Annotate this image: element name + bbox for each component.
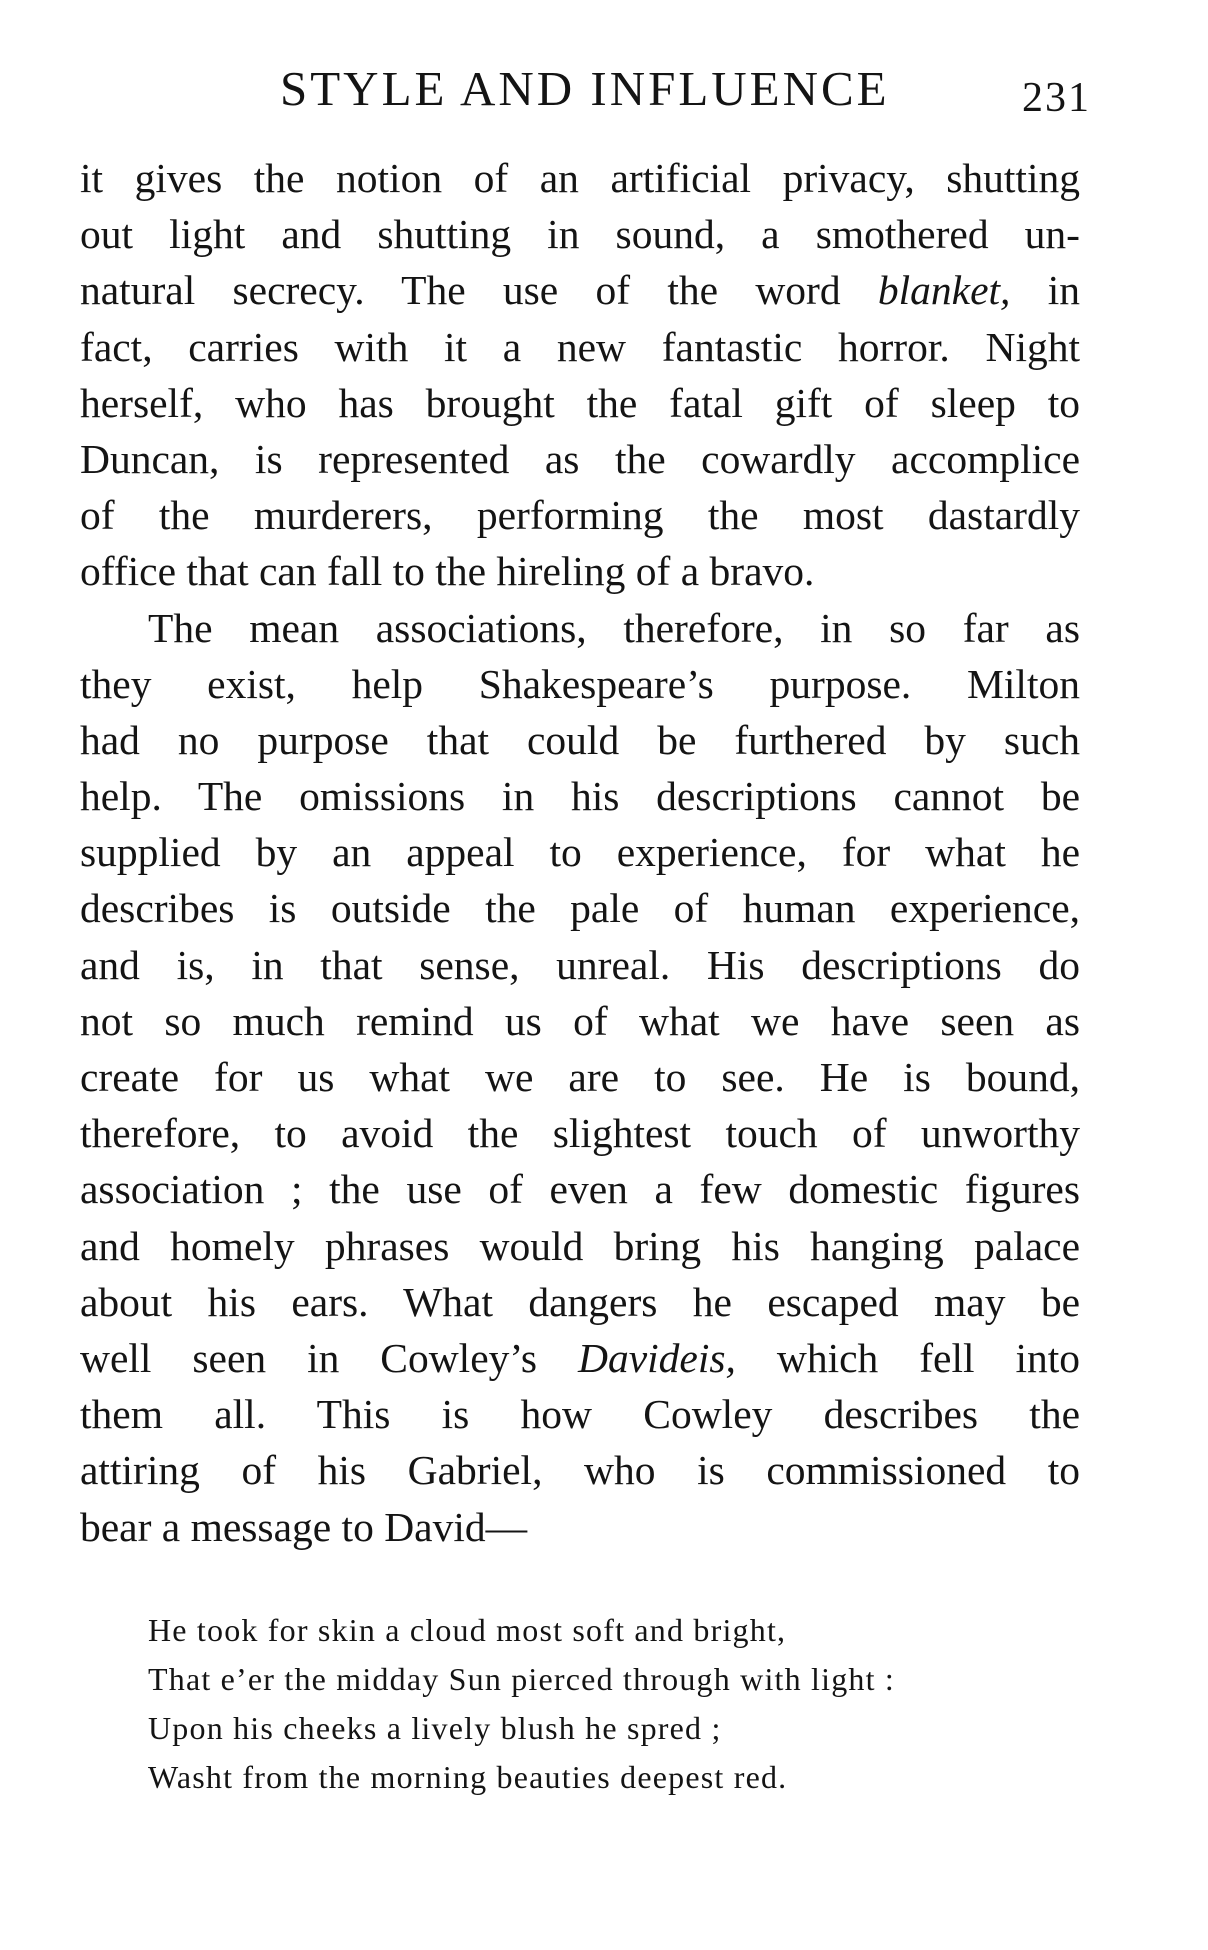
text-segment: association ; the use of even a few domestic figures	[80, 1166, 1080, 1213]
text-line	[80, 712, 1080, 768]
text-segment: had no purpose that could be furthered by such	[80, 716, 1080, 763]
text-line	[80, 1274, 1080, 1330]
text-line	[80, 319, 1080, 375]
running-head	[0, 60, 1208, 120]
verse-line: Upon his cheeks a lively blush he spred ;	[148, 1710, 722, 1746]
text-segment: fact, carries with it a new fantastic horror. Night	[80, 323, 1080, 370]
text-segment: of the murderers, performing the most dastardly	[80, 492, 1080, 539]
text-line	[80, 150, 1080, 206]
text-segment: create for us what we are to see. He is bound,	[80, 1054, 1080, 1100]
running-title: STYLE AND INFLUENCE	[280, 61, 890, 116]
text-line	[80, 768, 1080, 824]
text-segment: they exist, help Shakespeare’s purpose. Milton	[80, 660, 1080, 707]
text-line	[80, 1049, 1080, 1105]
text-line	[80, 1386, 1080, 1442]
text-line	[80, 487, 1080, 543]
text-segment: help. The omissions in his descriptions cannot be	[80, 773, 1080, 820]
verse-line: He took for skin a cloud most soft and bright,	[148, 1612, 787, 1648]
text-line	[80, 543, 1080, 599]
text-segment: not so much remind us of what we have seen as	[80, 997, 1080, 1044]
text-line	[80, 1161, 1080, 1217]
verse-line: That e’er the midday Sun pierced through with light :	[148, 1661, 895, 1697]
text-segment: out light and shutting in sound, a smothered un-	[80, 211, 1080, 258]
text-line	[80, 1442, 1080, 1498]
text-line	[80, 656, 1080, 712]
text-line	[80, 1499, 1080, 1555]
text-segment: and is, in that sense, unreal. His descriptions do	[80, 941, 1080, 988]
text-line	[80, 993, 1080, 1049]
text-line	[80, 1218, 1080, 1274]
text-segment: herself, who has brought the fatal gift of sleep to	[80, 379, 1080, 426]
italic-title: Davideis,	[578, 1334, 736, 1381]
verse-quotation	[148, 1606, 1048, 1802]
text-line	[80, 206, 1080, 262]
text-segment: office that can fall to the hireling of a bravo.	[80, 548, 815, 595]
text-segment: supplied by an appeal to experience, for what he	[80, 829, 1080, 876]
text-segment: them all. This is how Cowley describes the	[80, 1391, 1080, 1438]
paragraph	[80, 150, 1080, 600]
text-segment: bear a message to David—	[80, 1503, 528, 1550]
text-line	[80, 262, 1080, 318]
text-line	[80, 431, 1080, 487]
text-line	[80, 937, 1080, 993]
text-segment: The mean associations, therefore, in so far as	[148, 604, 1080, 651]
text-segment: Duncan, is represented as the cowardly accomplice	[80, 435, 1080, 482]
text-segment: in	[1010, 267, 1080, 314]
body-text	[80, 150, 1080, 1555]
paragraph	[80, 600, 1080, 1555]
text-line	[80, 1105, 1080, 1161]
text-line	[80, 600, 1080, 656]
verse-line: Washt from the morning beauties deepest red.	[148, 1759, 788, 1795]
text-segment: attiring of his Gabriel, who is commissioned to	[80, 1447, 1080, 1494]
text-segment: it gives the notion of an artificial privacy, shutting	[80, 155, 1080, 201]
text-line	[80, 880, 1080, 936]
text-segment: natural secrecy. The use of the word	[80, 267, 878, 314]
text-segment: describes is outside the pale of human experience,	[80, 885, 1080, 932]
text-line	[80, 375, 1080, 431]
page-number: 231	[1022, 75, 1091, 121]
text-segment: and homely phrases would bring his hanging palace	[80, 1222, 1080, 1269]
text-segment: about his ears. What dangers he escaped may be	[80, 1278, 1080, 1325]
italic-title: blanket,	[877, 267, 1011, 314]
text-line	[80, 1330, 1080, 1386]
text-line	[80, 824, 1080, 880]
text-segment: well seen in Cowley’s	[80, 1334, 578, 1381]
text-segment: therefore, to avoid the slightest touch of unworthy	[80, 1110, 1080, 1157]
text-segment: which fell into	[735, 1334, 1080, 1381]
